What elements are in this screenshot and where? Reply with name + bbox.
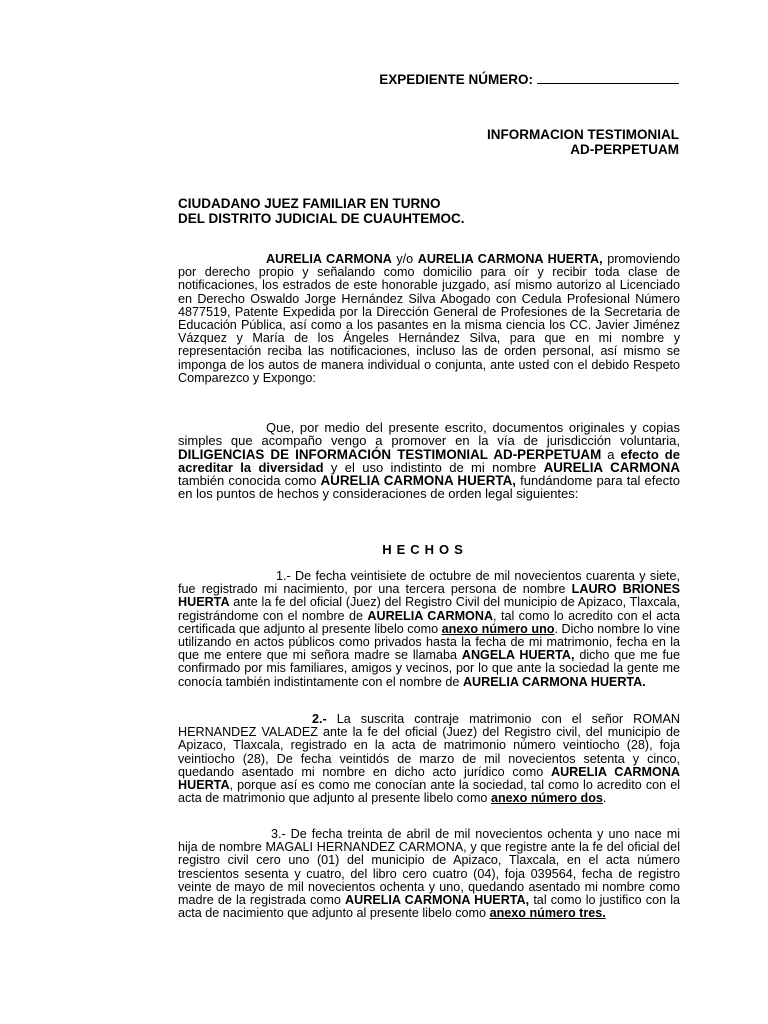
fact-1-paragraph [178, 570, 680, 689]
petition-text-3: y el uso indistinto de mi nombre [330, 459, 537, 475]
petition-text-4: también conocida como [178, 473, 317, 489]
fact-1-text-5: dicho que me fue confirmado por mis familiares, amigos y vecinos, por lo que ante la sociedad la gente me conocía también indistintamente con el nombre de [178, 648, 681, 689]
expediente-line [379, 71, 679, 87]
expediente-label: EXPEDIENTE NÚMERO: [379, 72, 533, 87]
petition-bold-3: AURELIA CARMONA [543, 459, 680, 475]
fact-2-text-3: . [602, 791, 607, 806]
fact-1-text-2: ante la fe del oficial (Juez) del Registro Civil del municipio de Apizaco, Tlaxcala, registrándome con el nombre de [178, 595, 680, 623]
title-line-1: INFORMACION TESTIMONIAL [487, 127, 679, 142]
petition-paragraph [178, 421, 680, 501]
fact-3-text-1: 3.- De fecha treinta de abril de mil novecientos ochenta y uno nace mi hija de nombre MAGALI HERNANDEZ CARMONA, y que registre ante la fe del oficial del registro civil cero uno (01) del municipio de Apizaco, Tlaxcala, en el acta número trescientos sesenta y cuatro, del libro cero cuatro (04), foja 039564, fecha de registro veinte de mayo de mil novecientos ochenta y uno, quedando asentado mi nombre como madre de la registrada como [178, 827, 680, 908]
fact-3-bold-1: AURELIA CARMONA HUERTA, [345, 893, 530, 908]
intro-paragraph [178, 253, 680, 385]
addressee [178, 196, 465, 226]
fact-2-annex: anexo número dos [490, 791, 603, 806]
fact-1-bold-2: AURELIA CARMONA [367, 608, 494, 623]
hechos-heading: HECHOS [382, 542, 468, 557]
fact-2-text-1: La suscrita contraje matrimonio con el señor ROMAN HERNANDEZ VALADEZ ante la fe del oficial (Juez) del Registro civil, del municipio de Apizaco, Tlaxcala, registrado en la acta de matrimonio número veintiocho (28), foja veintiocho (28), De fecha veintidós de marzo de mil novecientos setenta y cinco, quedando asentado mi nombre en dicho acto jurídico como [178, 712, 681, 779]
addressee-line-2: DEL DISTRITO JUDICIAL DE CUAUHTEMOC. [178, 211, 465, 226]
fact-3-paragraph [178, 828, 680, 920]
petition-bold-1: DILIGENCIAS DE INFORMACIÓN TESTIMONIAL AD-PERPETUAM [178, 446, 602, 462]
fact-1-bold-1: LAURO BRIONES HUERTA [178, 582, 680, 610]
petition-bold-4: AURELIA CARMONA HUERTA, [320, 473, 516, 489]
fact-2-number: 2.- [312, 712, 327, 726]
petition-text-1: Que, por medio del presente escrito, documentos originales y copias simples que acompaño vengo a promover en la vía de jurisdicción voluntaria, [178, 420, 680, 449]
fact-1-text-4: . Dicho nombre lo vine utilizando en actos públicos como privados hasta la fecha de mi matrimonio, fecha en la que me entere que mi señora madre se llamaba [178, 621, 680, 663]
intro-yo: y/o [396, 252, 414, 266]
fact-3-annex: anexo número tres. [489, 906, 606, 921]
addressee-line-1: CIUDADANO JUEZ FAMILIAR EN TURNO [178, 196, 441, 211]
fact-2-text-2: , porque así es como me conocían ante la sociedad, tal como lo acredito con el acta de matrimonio que adjunto al presente libelo como [178, 778, 680, 806]
fact-3-text-2: tal como lo justifico con la acta de nacimiento que adjunto al presente libelo como [178, 893, 681, 921]
fact-2-bold-1: AURELIA CARMONA HUERTA [178, 764, 681, 793]
fact-1-bold-3: ANGELA HUERTA, [461, 648, 575, 663]
intro-text: promoviendo por derecho propio y señalando como domicilio para oír y recibir toda clase de notificaciones, los estrados de este honorable juzgado, así mismo autorizo al Licenciado en Derecho Oswaldo Jorge Hernández Silva Abogado con Cedula Profesional Número 4877519, Patente Expedida por la Dirección General de Profesiones de la Secretaria de Educación Pública, así como a los pasantes en la misma ciencia los CC. Javier Jiménez Vázquez y María de los Ángeles Hernández Silva, para que en mi nombre y representación reciba las notificaciones, incluso las de orden personal, así mismo se imponga de los autos de manera individual o conjunta, ante usted con el debido Respeto Comparezco y Expongo: [178, 252, 680, 385]
fact-1-text-3: , tal como lo acredito con el acta certificada que adjunto al presente libelo como [178, 608, 681, 636]
petition-bold-2: efecto de acreditar la diversidad [178, 446, 680, 475]
fact-1-bold-4: AURELIA CARMONA HUERTA. [462, 674, 646, 689]
title-line-2: AD-PERPETUAM [570, 142, 679, 157]
intro-name-1: AURELIA CARMONA [266, 252, 392, 266]
petition-text-2: a [607, 446, 615, 462]
document-title [487, 127, 679, 157]
expediente-blank [537, 71, 679, 84]
petition-text-5: fundándome para tal efecto en los puntos de hechos y consideraciones de orden legal siguientes: [178, 473, 680, 502]
fact-2-paragraph [178, 713, 680, 805]
intro-name-2: AURELIA CARMONA HUERTA, [417, 252, 603, 266]
fact-1-annex: anexo número uno [441, 621, 555, 636]
fact-1-text-1: 1.- De fecha veintisiete de octubre de mil novecientos cuarenta y siete, fue registrado mi nacimiento, por una tercera persona de nombre [178, 569, 680, 597]
